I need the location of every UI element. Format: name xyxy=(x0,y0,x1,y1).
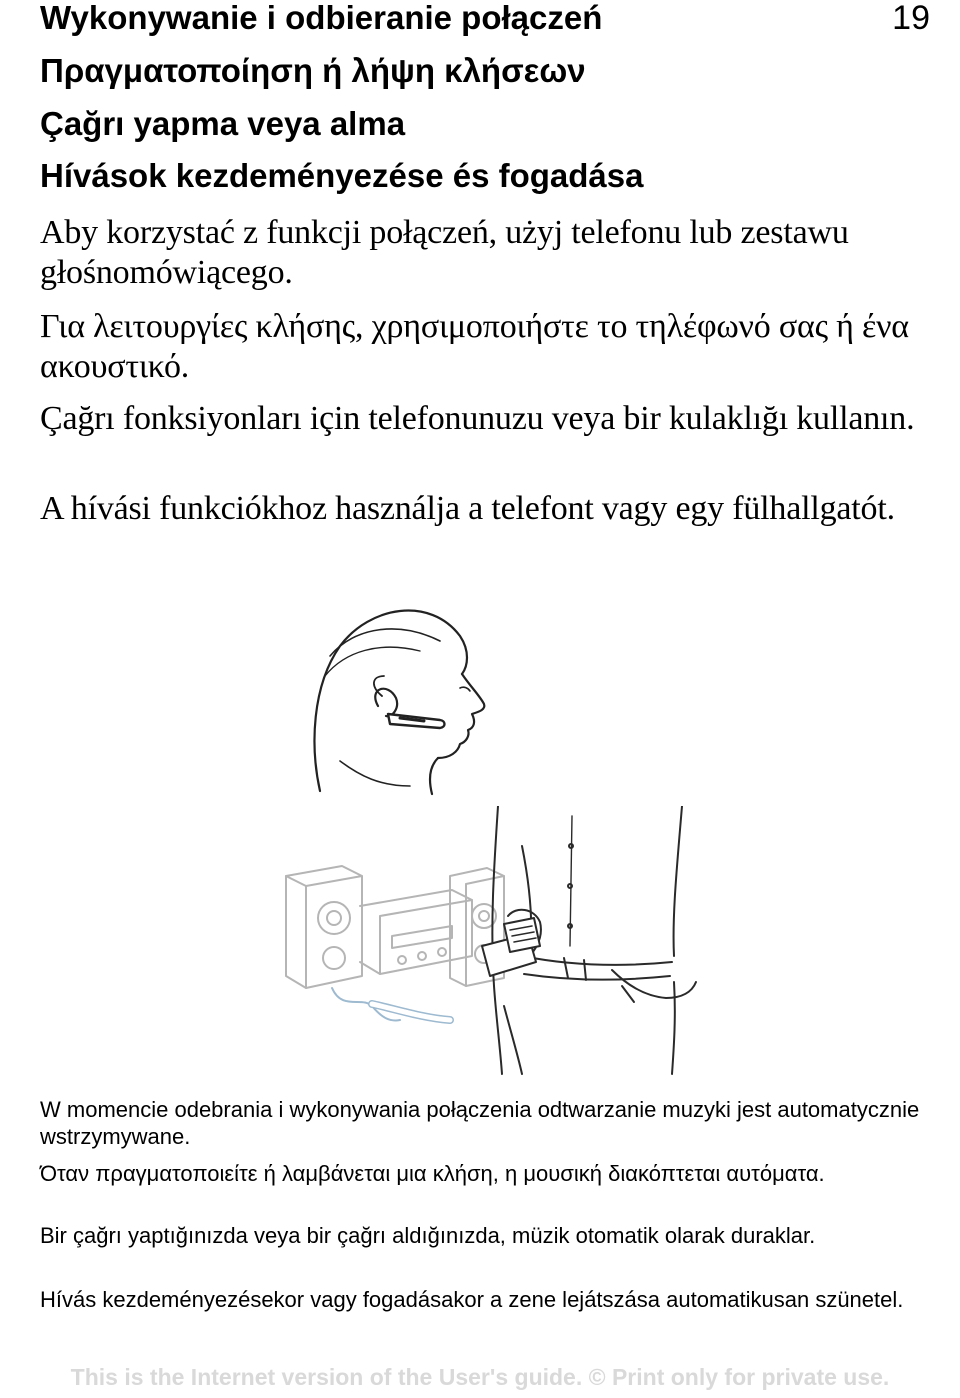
heading-turkish: Çağrı yapma veya alma xyxy=(40,105,406,142)
intro-polish: Aby korzystać z funkcji połączeń, użyj telefonu lub zestawu głośnomówiącego. xyxy=(40,214,849,291)
note-greek: Όταν πραγματοποιείτε ή λαμβάνεται μια κλήση, η μουσική διακόπτεται αυτόματα. xyxy=(40,1161,825,1186)
stereo-icon xyxy=(286,866,504,1020)
intro-greek: Για λειτουργίες κλήσης, χρησιμοποιήστε το τηλέφωνό σας ή ένα ακουστικό. xyxy=(40,308,909,385)
person-icon xyxy=(482,806,696,1074)
intro-hungarian: A hívási funkciókhoz használja a telefont vagy egy fülhallgatót. xyxy=(40,490,895,527)
heading-greek: Πραγματοποίηση ή λήψη κλήσεων xyxy=(40,52,586,89)
note-turkish: Bir çağrı yaptığınızda veya bir çağrı aldığınızda, müzik otomatik olarak duraklar. xyxy=(40,1223,816,1248)
page-number: 19 xyxy=(892,0,930,37)
intro-turkish: Çağrı fonksiyonları için telefonunuzu veya bir kulaklığı kullanın. xyxy=(40,400,915,437)
stereo-phone-illustration xyxy=(272,806,712,1076)
heading-hungarian: Hívások kezdeményezése és fogadása xyxy=(40,157,644,194)
note-polish: W momencie odebrania i wykonywania połączenia odtwarzanie muzyki jest automatycznie wstrzymywane. xyxy=(40,1097,920,1149)
note-hungarian: Hívás kezdeményezésekor vagy fogadásakor a zene lejátszása automatikusan szünetel. xyxy=(40,1287,904,1312)
headset-illustration xyxy=(300,596,500,796)
footer-disclaimer: This is the Internet version of the User's guide. © Print only for private use. xyxy=(70,1364,890,1390)
heading-polish: Wykonywanie i odbieranie połączeń xyxy=(40,0,603,36)
